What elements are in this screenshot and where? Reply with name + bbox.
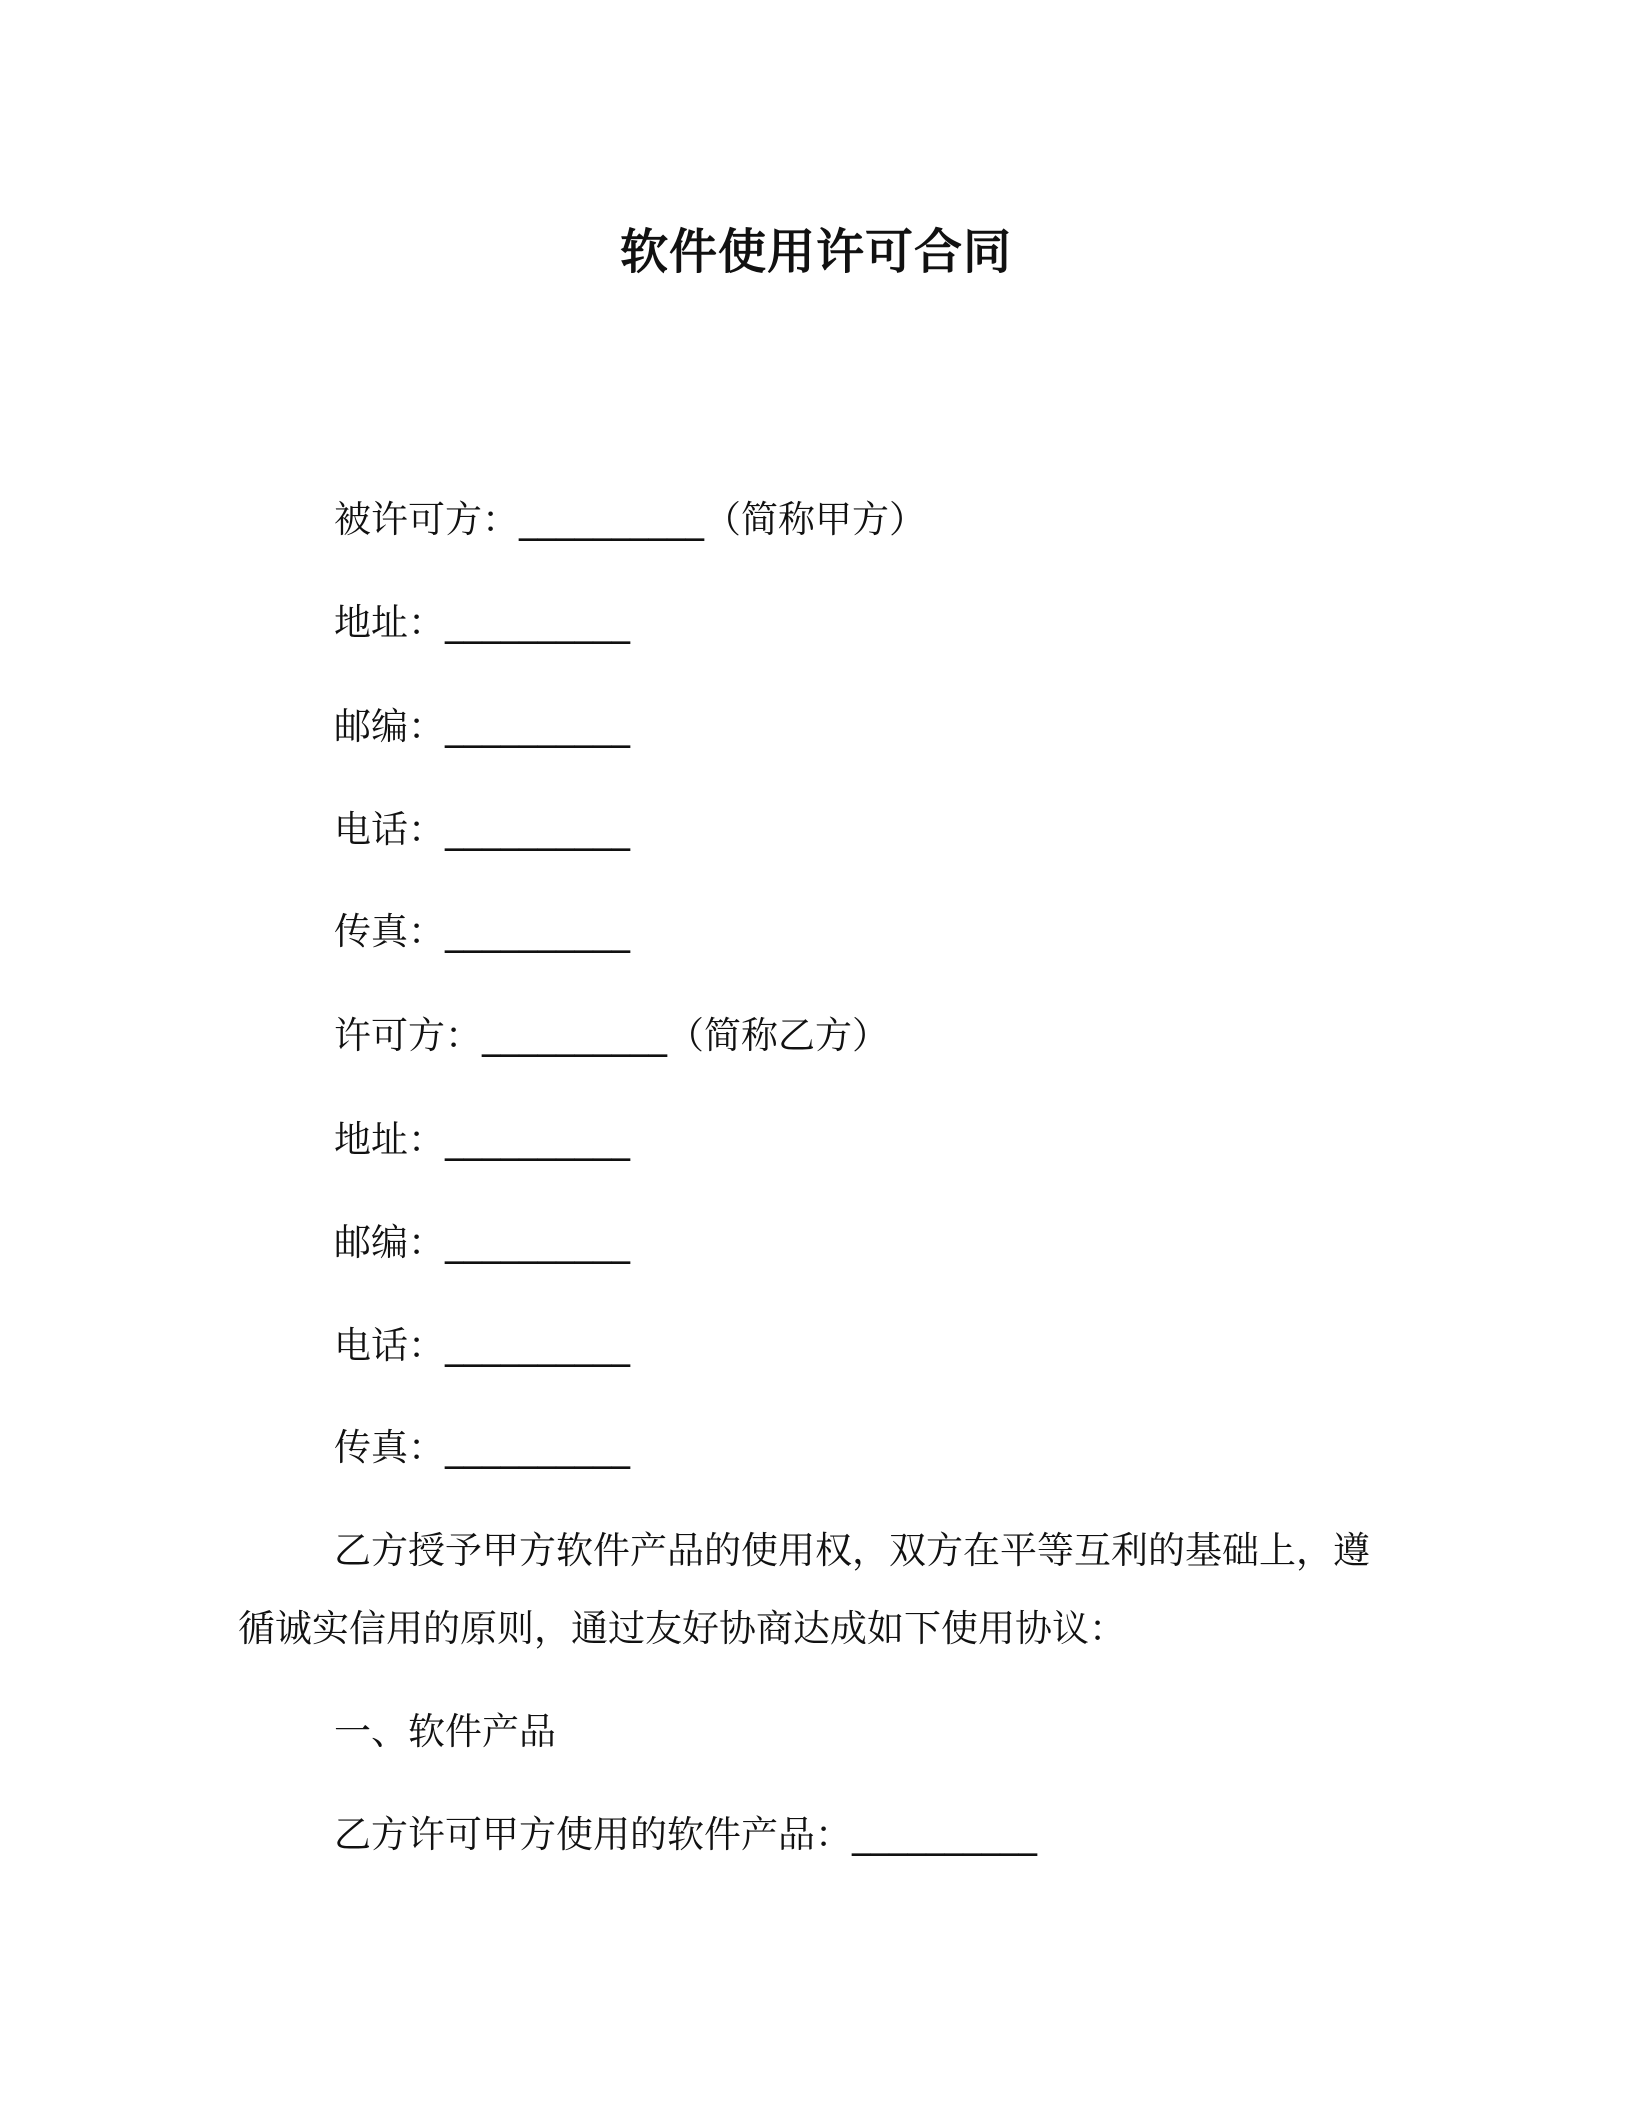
section-1-heading: 一、软件产品 [334, 1710, 556, 1753]
preamble-paragraph [238, 1512, 1378, 1668]
party-b-postcode: 邮编：__________ [334, 1221, 630, 1264]
party-b-phone: 电话：__________ [334, 1324, 630, 1367]
party-a-name-line: 被许可方：__________（简称甲方） [334, 498, 926, 541]
preamble-text: 乙方授予甲方软件产品的使用权，双方在平等互利的基础上，遵循诚实信用的原则，通过友好协商达成如下使用协议： [238, 1529, 1370, 1650]
party-b-name-line: 许可方：__________（简称乙方） [334, 1014, 889, 1057]
party-a-phone: 电话：__________ [334, 808, 630, 851]
document-title: 软件使用许可合同 [619, 224, 1012, 280]
party-a-postcode: 邮编：__________ [334, 705, 630, 748]
party-a-fax: 传真：__________ [334, 910, 630, 953]
party-b-address: 地址：__________ [334, 1118, 630, 1161]
party-b-fax: 传真：__________ [334, 1426, 630, 1469]
party-a-address: 地址：__________ [334, 601, 630, 644]
section-1-line-1: 乙方许可甲方使用的软件产品：__________ [334, 1813, 1037, 1856]
